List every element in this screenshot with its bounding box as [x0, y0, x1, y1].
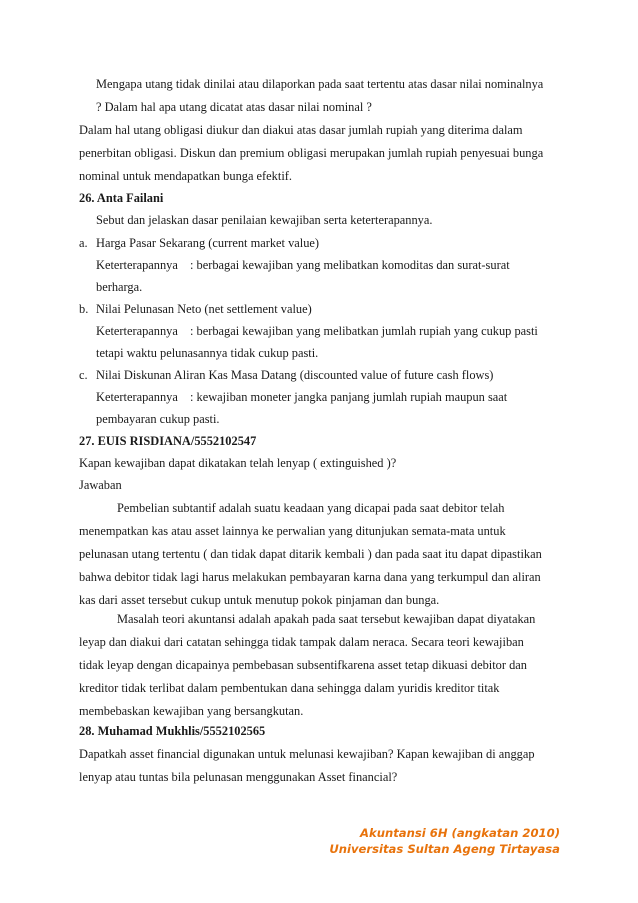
paragraph-line: bahwa debitor tidak lagi harus melakukan pembayaran karna dana yang terkumpul dan aliran [79, 570, 541, 584]
paragraph-line: kas dari asset tersebut cukup untuk menutup pokok pinjaman dan bunga. [79, 593, 440, 607]
paragraph-line: nominal untuk mendapatkan bunga efektif. [79, 169, 292, 183]
footer-university-label: Universitas Sultan Ageng Tirtayasa [329, 842, 560, 856]
applicability-text: : berbagai kewajiban yang melibatkan jumlah rupiah yang cukup pasti [190, 324, 538, 338]
paragraph-line: leyap dan diakui dari catatan sehingga tidak tampak dalam neraca. Secara teori kewajiban [79, 635, 524, 649]
paragraph-line: Dalam hal utang obligasi diukur dan diakui atas dasar jumlah rupiah yang diterima dalam [79, 123, 523, 137]
question-text: Sebut dan jelaskan dasar penilaian kewajiban serta keterterapannya. [96, 213, 433, 227]
applicability-label: Keterterapannya [96, 324, 178, 338]
list-marker-b: b. [79, 302, 89, 316]
paragraph-line: kreditor tidak terlibat dalam pembentukan dana sehingga dalam yuridis kreditor titak [79, 681, 500, 695]
applicability-text: : kewajiban moneter jangka panjang jumlah rupiah maupun saat [190, 390, 508, 404]
list-marker-c: c. [79, 368, 88, 382]
section-heading-27: 27. EUIS RISDIANA/5552102547 [79, 434, 257, 448]
paragraph-line: membebaskan kewajiban yang bersangkutan. [79, 704, 304, 718]
question-text: Kapan kewajiban dapat dikatakan telah lenyap ( extinguished )? [79, 456, 397, 470]
list-item-title: Nilai Diskunan Aliran Kas Masa Datang (discounted value of future cash flows) [96, 368, 494, 382]
question-text: lenyap atau tuntas bila pelunasan menggunakan Asset financial? [79, 770, 398, 784]
section-heading-26: 26. Anta Failani [79, 191, 164, 205]
paragraph-line: pelunasan utang tertentu ( dan tidak dapat ditarik kembali ) dan pada saat itu dapat dipastikan [79, 547, 542, 561]
paragraph-line: Masalah teori akuntansi adalah apakah pada saat tersebut kewajiban dapat diyatakan [117, 612, 536, 626]
list-item-title: Nilai Pelunasan Neto (net settlement value) [96, 302, 312, 316]
applicability-text-cont: tetapi waktu pelunasannya tidak cukup pasti. [96, 346, 319, 360]
answer-label: Jawaban [79, 478, 122, 492]
list-item-title: Harga Pasar Sekarang (current market value) [96, 236, 320, 250]
applicability-text-cont: berharga. [96, 280, 143, 294]
footer-class-label: Akuntansi 6H (angkatan 2010) [360, 826, 560, 840]
paragraph-line: Pembelian subtantif adalah suatu keadaan yang dicapai pada saat debitor telah [117, 501, 505, 515]
paragraph-line: tidak leyap dengan dicapainya pembebasan subsentifkarena asset tetap dikuasi debitor dan [79, 658, 527, 672]
applicability-label: Keterterapannya [96, 258, 178, 272]
paragraph-line: menempatkan kas atau asset lainnya ke perwalian yang ditunjukan semata-mata untuk [79, 524, 506, 538]
list-marker-a: a. [79, 236, 88, 250]
applicability-label: Keterterapannya [96, 390, 178, 404]
section-heading-28: 28. Muhamad Mukhlis/5552102565 [79, 724, 266, 738]
paragraph-line: ? Dalam hal apa utang dicatat atas dasar nilai nominal ? [96, 100, 372, 114]
applicability-text: : berbagai kewajiban yang melibatkan komoditas dan surat-surat [190, 258, 510, 272]
applicability-text-cont: pembayaran cukup pasti. [96, 412, 220, 426]
question-text: Dapatkah asset financial digunakan untuk melunasi kewajiban? Kapan kewajiban di anggap [79, 747, 535, 761]
paragraph-line: penerbitan obligasi. Diskun dan premium obligasi merupakan jumlah rupiah penyesuai bunga [79, 146, 544, 160]
paragraph-line: Mengapa utang tidak dinilai atau dilaporkan pada saat tertentu atas dasar nilai nominalnya [96, 77, 544, 91]
